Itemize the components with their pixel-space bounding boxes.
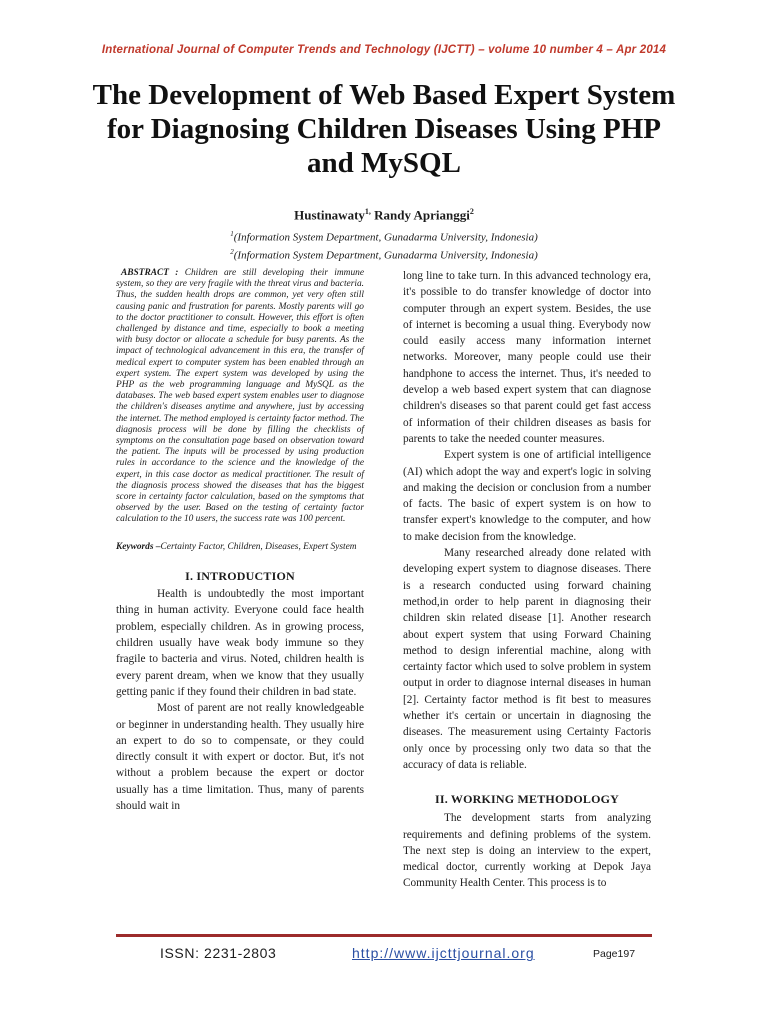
affiliation-superscript: 2 xyxy=(230,247,234,256)
author-superscript: 1, xyxy=(364,207,371,216)
body-paragraph: Most of parent are not really knowledgeable or beginner in understanding health. They usually hire an expert to do so to compensate, or they could directly consult it with expert or doctor. But, it's not without a problem because the expert or doctor usually has a time limitation. Thus, many of parents should wait in xyxy=(116,702,364,813)
footer-issn: ISSN: 2231-2803 xyxy=(160,945,277,961)
abstract-label: ABSTRACT : xyxy=(121,268,179,278)
body-paragraph: Expert system is one of artificial intelligence (AI) which adopt the way and expert's logic in solving and making the decision or conclusion from a number of facts. The basic of expert system is on how to transfer expert's knowledge to the computer, and how to make decision from the knowledge. xyxy=(403,449,651,543)
abstract-text: Children are still developing their immune system, so they are very fragile with the threat virus and bacteria. Thus, the sudden health drops are common, yet very often still causing panic and frustration for parents. Mostly parents will go to the doctor practitioner to consult. However, this effort is often challenged by distance and time, especially to book a meeting with busy doctor or allocate a schedule for busy parents. As the impact of technological advancement in this era, the transfer of medical expert to computer system has been enabled through an expert system. The expert system was developed by using the PHP as the web programming language and MySQL as the databases. The web based expert system enables user to diagnose the children's diseases anytime and anywhere, just by accessing the internet. The method employed is certainty factor method. The diagnosis process will be done by filling the checklists of symptoms on the consultation page based on observation toward the patient. The inputs will be processed by using production rules in accordance to the science and the knowledge of the expert, in this case doctor as medical practitioner. The result of the diagnosis process showed the diseases that has the biggest score in certainty factor calculation, based on the symptoms that observed by the user. Based on the testing of certainty factor calculation to the 10 users, the success rate was 100 percent. xyxy=(116,268,364,525)
keywords-label: Keywords – xyxy=(116,541,161,552)
affiliation-line xyxy=(0,245,768,263)
body-paragraph: The development starts from analyzing requirements and defining problems of the system. The next step is doing an interview to the expert, medical doctor, currently working at Depok Jaya Community Health Center. This process is to xyxy=(403,812,651,890)
keywords-text: Certainty Factor, Children, Diseases, Expert System xyxy=(160,541,357,552)
affiliation-text: (Information System Department, Gunadarma University, Indonesia) xyxy=(233,231,538,244)
journal-header: International Journal of Computer Trends and Technology (IJCTT) – volume 10 number 4 – Apr 2014 xyxy=(101,44,667,56)
affiliation-text: (Information System Department, Gunadarma University, Indonesia) xyxy=(233,249,538,262)
author-superscript: 2 xyxy=(469,207,474,216)
keywords xyxy=(116,542,364,554)
section-heading-introduction: I. INTRODUCTION xyxy=(185,569,295,584)
body-paragraph: Many researched already done related with developing expert system to diagnose diseases. There is a research conducted using forward chaining method,in order to help parent in diagnosing their children skin related disease [1]. Another research about expert system that using Forward Chaining method to design inferential machine, along with certainty factor which used to solve problem in system output in order to diagnose internal diseases in human [2]. Certainty factor method is fit best to measures whether it's certain or uncertain in diagnosing the diseases. The measurement using Certainty Factoris only once by processing only two data so that the accuracy of data is reliable. xyxy=(403,547,651,771)
footer-page-number: Page197 xyxy=(593,948,636,960)
affiliation-superscript: 1 xyxy=(230,230,234,238)
right-column xyxy=(403,268,651,892)
paper-title: The Development of Web Based Expert System for Diagnosing Children Diseases Using PHP and MySQL xyxy=(92,79,676,179)
left-column xyxy=(116,268,364,814)
author-name: Hustinawaty xyxy=(294,207,365,223)
author-line xyxy=(0,207,768,223)
affiliation-line xyxy=(0,227,768,245)
abstract xyxy=(116,268,364,526)
section-heading-working-methodology: II. WORKING METHODOLOGY xyxy=(434,792,620,807)
footer-divider xyxy=(116,934,652,937)
affiliations xyxy=(0,227,768,262)
body-paragraph: Health is undoubtedly the most important thing in human activity. Everyone could face health problem, especially children. As in growing process, children usually have weak body immune so they fragile to bacteria and virus. Noted, children health is every parent dream, when we know that they usually getting panic if they found their children in bad state. xyxy=(116,588,364,698)
author-name: Randy Aprianggi xyxy=(374,207,470,223)
footer-journal-link[interactable]: http://www.ijcttjournal.org xyxy=(352,945,535,961)
body-paragraph: long line to take turn. In this advanced technology era, it's possible to do transfer knowledge of doctor into computer through an expert system. Besides, the use of internet is becoming a usual thing. Everybody now could easily access many information internet networks. Moreover, many people could use their handphone to access the internet. Thus, it's needed to develop a web based expert system that can diagnose children's diseases so that parent could get fast access of information of their children diseases as basis for parents to take the needed counter measures. xyxy=(403,270,651,445)
